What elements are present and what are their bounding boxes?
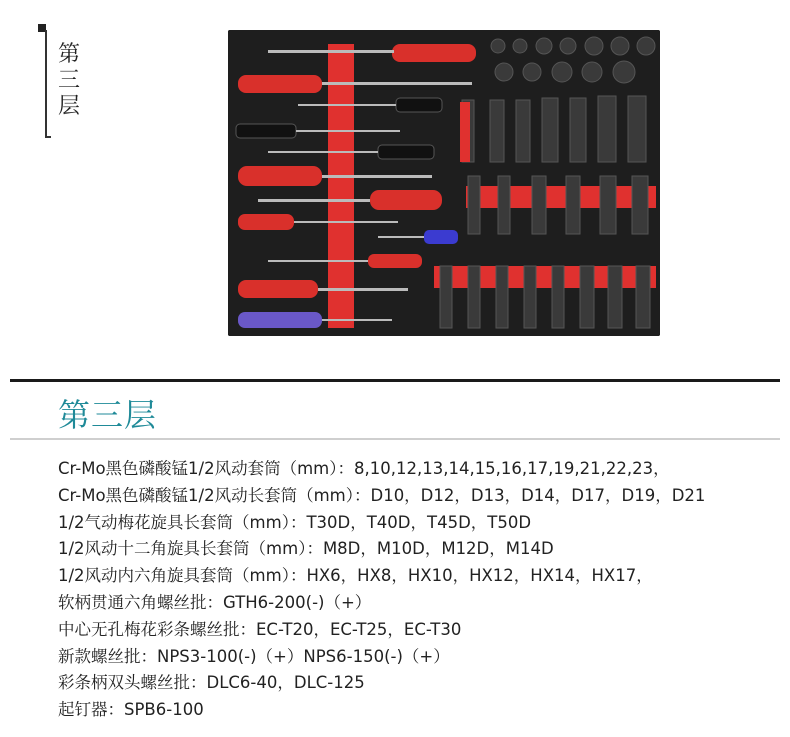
spec-item: 新款螺丝批：NPS3-100(-)（+）NPS6-150(-)（+） bbox=[58, 646, 450, 666]
section-title: 第三层 bbox=[58, 396, 158, 434]
side-divider-end bbox=[45, 136, 51, 138]
spec-item: 1/2气动梅花旋具长套筒（mm）：T30D，T40D，T45D，T50D bbox=[58, 512, 532, 532]
header-rule-bottom bbox=[10, 438, 780, 440]
tray-illustration bbox=[228, 30, 660, 336]
tool-tray-photo bbox=[228, 30, 660, 336]
spec-item: 起钉器：SPB6-100 bbox=[58, 700, 204, 720]
spec-item: Cr-Mo黑色磷酸锰1/2风动套筒（mm）：8,10,12,13,14,15,16,17,19,21,22,23， bbox=[58, 459, 670, 478]
spec-item: Cr-Mo黑色磷酸锰1/2风动长套筒（mm）：D10，D12，D13，D14，D17，D19，D21 bbox=[58, 485, 706, 505]
spec-item: 中心无孔梅花彩条螺丝批：EC-T20，EC-T25，EC-T30 bbox=[58, 619, 462, 639]
side-divider bbox=[45, 30, 47, 138]
header-rule-top bbox=[10, 379, 780, 382]
spec-item: 软柄贯通六角螺丝批：GTH6-200(-)（+） bbox=[58, 592, 372, 612]
spec-item: 1/2风动内六角旋具套筒（mm）：HX6，HX8，HX10，HX12，HX14，HX17， bbox=[58, 566, 653, 586]
spec-list bbox=[58, 456, 786, 724]
side-label: 第三层 bbox=[58, 42, 81, 119]
spec-item: 1/2风动十二角旋具长套筒（mm）：M8D，M10D，M12D，M14D bbox=[58, 539, 554, 559]
spec-item: 彩条柄双头螺丝批：DLC6-40，DLC-125 bbox=[58, 673, 365, 693]
